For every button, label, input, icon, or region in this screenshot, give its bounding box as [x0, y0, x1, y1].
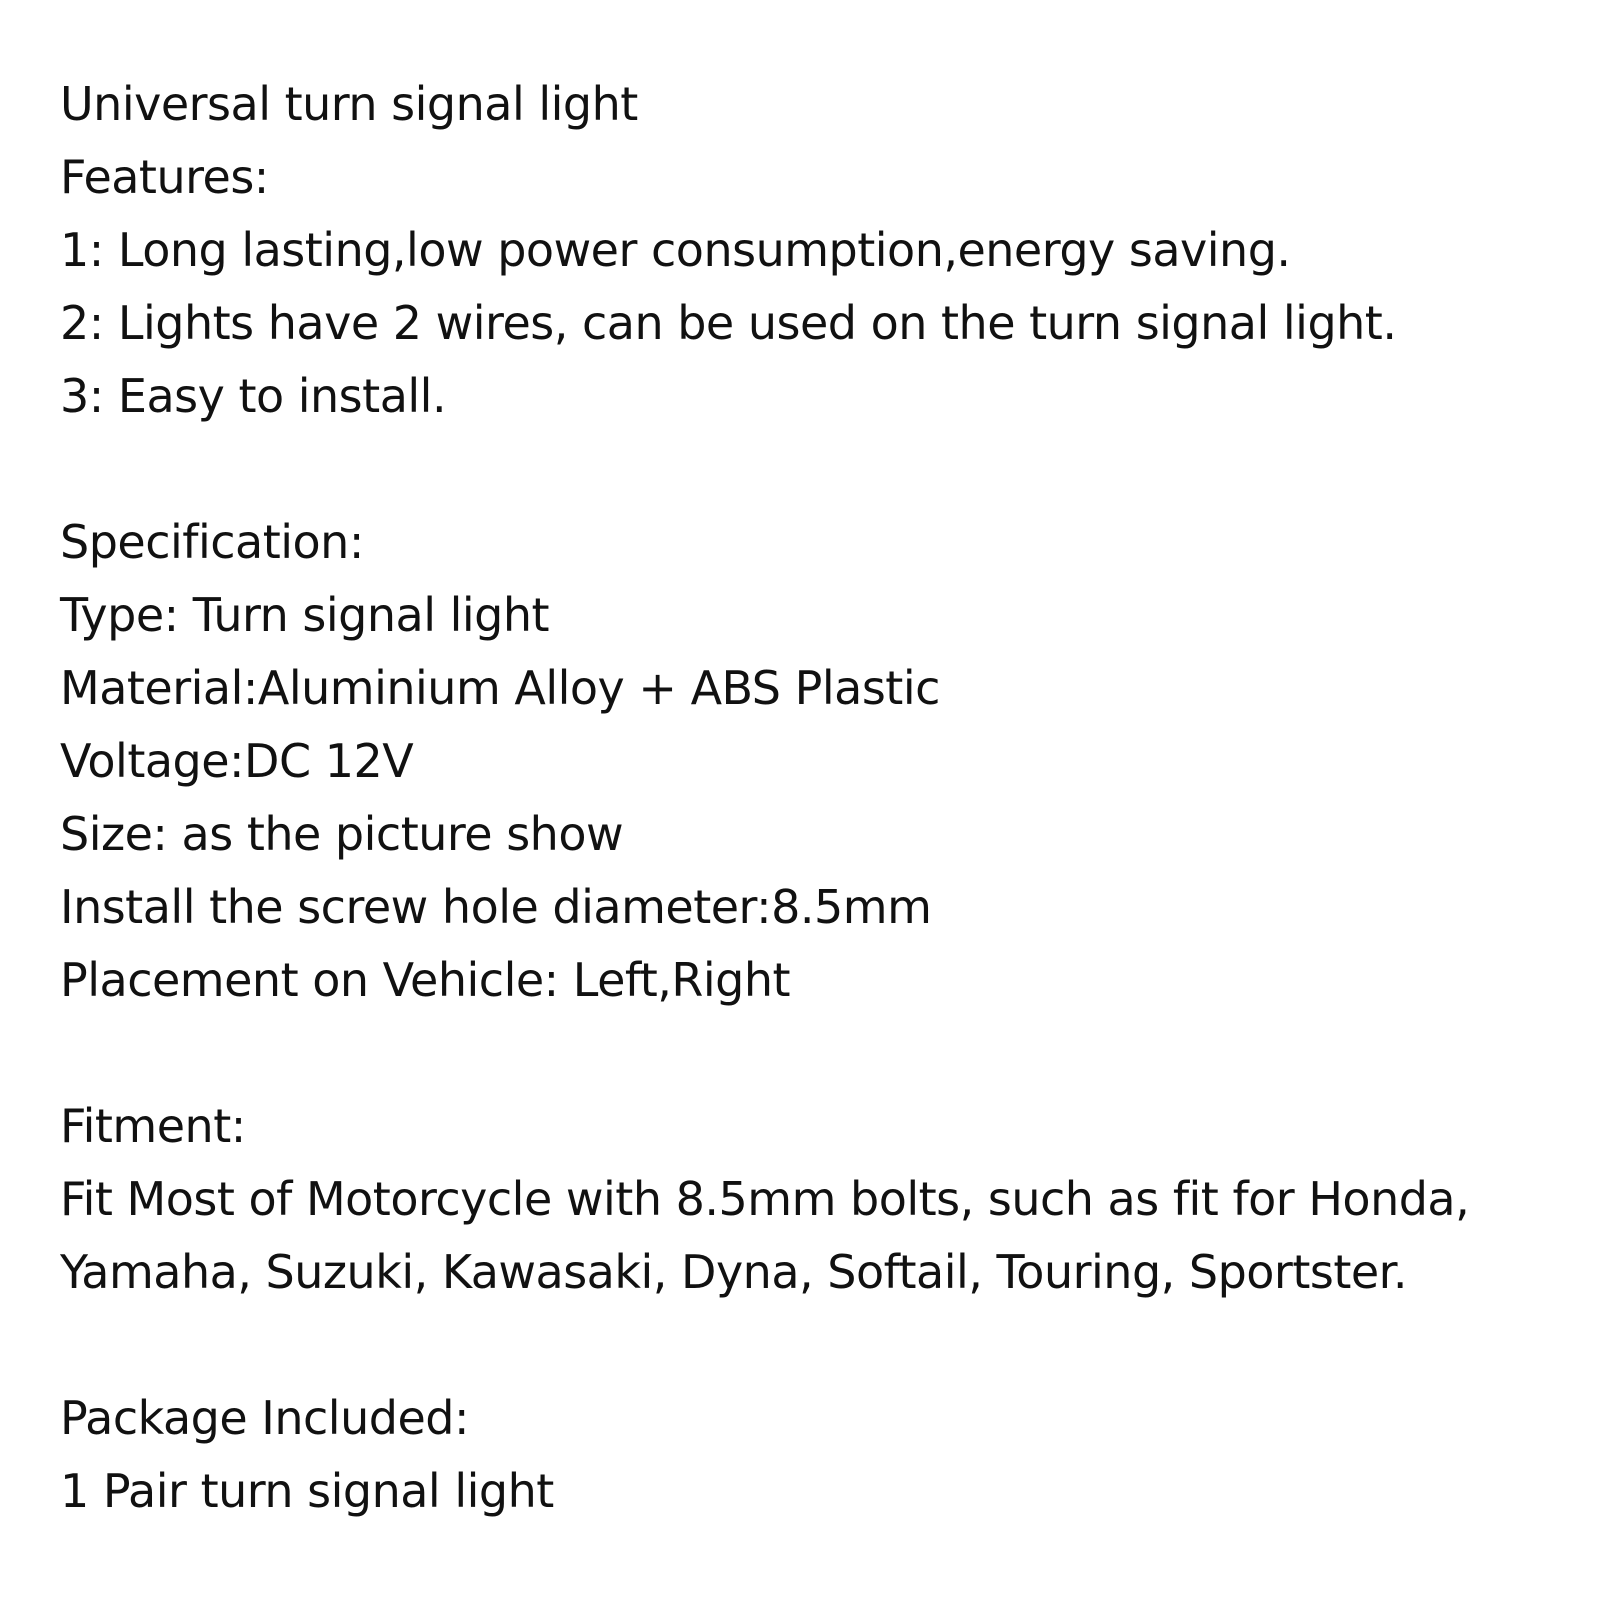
- spec-material: Material:Aluminium Alloy + ABS Plastic: [60, 661, 940, 715]
- fitment-line: Yamaha, Suzuki, Kawasaki, Dyna, Softail, Touring, Sportster.: [60, 1245, 1407, 1299]
- package-heading: Package Included:: [60, 1391, 469, 1445]
- product-description: [60, 68, 1560, 1528]
- spec-voltage: Voltage:DC 12V: [60, 734, 414, 788]
- specification-heading: Specification:: [60, 515, 364, 569]
- fitment-line: Fit Most of Motorcycle with 8.5mm bolts, such as fit for Honda,: [60, 1172, 1470, 1226]
- package-item: 1 Pair turn signal light: [60, 1464, 554, 1518]
- features-heading: Features:: [60, 150, 269, 204]
- spec-type: Type: Turn signal light: [60, 588, 550, 642]
- product-title: Universal turn signal light: [60, 77, 638, 131]
- section-spacer: [60, 1017, 1560, 1090]
- feature-item: 2: Lights have 2 wires, can be used on the turn signal light.: [60, 296, 1397, 350]
- spec-placement: Placement on Vehicle: Left,Right: [60, 953, 791, 1007]
- feature-item: 1: Long lasting,low power consumption,energy saving.: [60, 223, 1291, 277]
- section-spacer: [60, 433, 1560, 506]
- spec-screw-hole: Install the screw hole diameter:8.5mm: [60, 880, 932, 934]
- feature-item: 3: Easy to install.: [60, 369, 447, 423]
- fitment-heading: Fitment:: [60, 1099, 246, 1153]
- spec-size: Size: as the picture show: [60, 807, 624, 861]
- section-spacer: [60, 1309, 1560, 1382]
